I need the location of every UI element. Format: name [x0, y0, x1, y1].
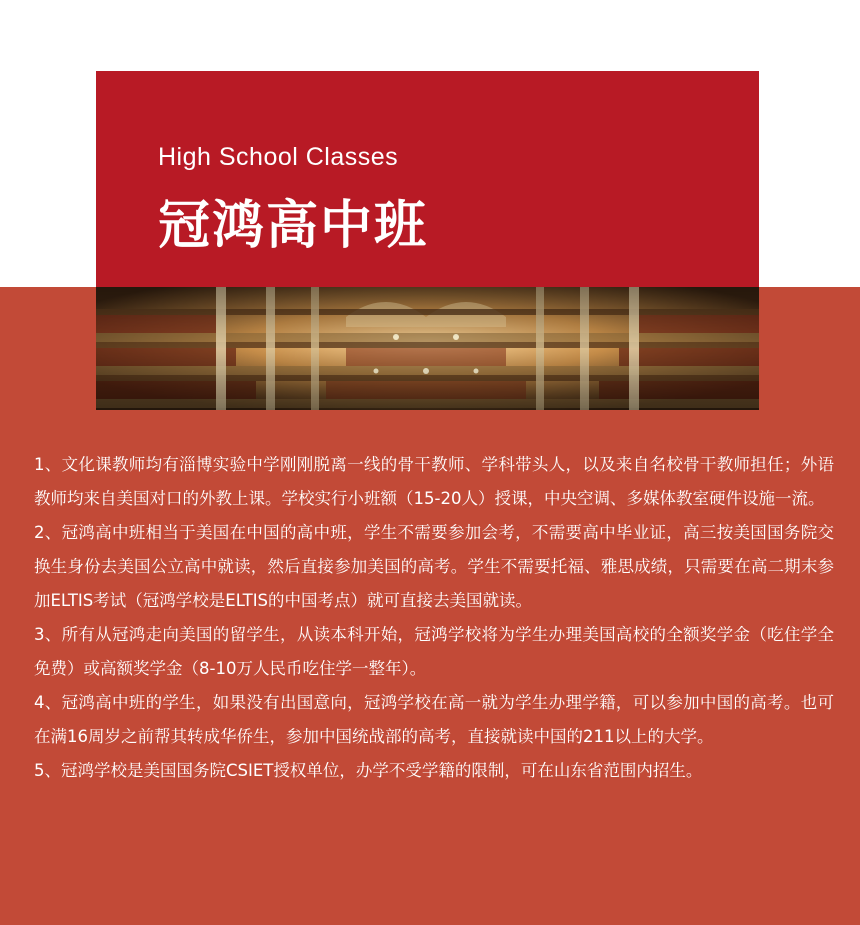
- header-title: 冠鸿高中班: [158, 196, 429, 256]
- paragraph-4: 4、冠鸿高中班的学生，如果没有出国意向，冠鸿学校在高一就为学生办理学籍，可以参加中国的高考。也可在满16周岁之前帮其转成华侨生，参加中国统战部的高考，直接就读中国的211以上的大学。: [34, 693, 834, 746]
- header-subtitle: High School Classes: [158, 143, 399, 171]
- header-banner: [96, 71, 759, 288]
- content-body: [34, 448, 834, 788]
- paragraph-5: 5、冠鸿学校是美国国务院CSIET授权单位，办学不受学籍的限制，可在山东省范围内招生。: [34, 761, 703, 780]
- paragraph-2: 2、冠鸿高中班相当于美国在中国的高中班，学生不需要参加会考，不需要高中毕业证，高三按美国国务院交换生身份去美国公立高中就读，然后直接参加美国的高考。学生不需要托福、雅思成绩，只需要在高二期末参加ELTIS考试（冠鸿学校是ELTIS的中国考点）就可直接去美国就读。: [34, 523, 834, 610]
- paragraph-1: 1、文化课教师均有淄博实验中学刚刚脱离一线的骨干教师、学科带头人，以及来自名校骨干教师担任；外语教师均来自美国对口的外教上课。学校实行小班额（15-20人）授课，中央空调、多媒体教室硬件设施一流。: [34, 455, 834, 508]
- library-photo: [96, 287, 759, 410]
- paragraph-3: 3、所有从冠鸿走向美国的留学生，从读本科开始，冠鸿学校将为学生办理美国高校的全额奖学金（吃住学全免费）或高额奖学金（8-10万人民币吃住学一整年）。: [34, 625, 834, 678]
